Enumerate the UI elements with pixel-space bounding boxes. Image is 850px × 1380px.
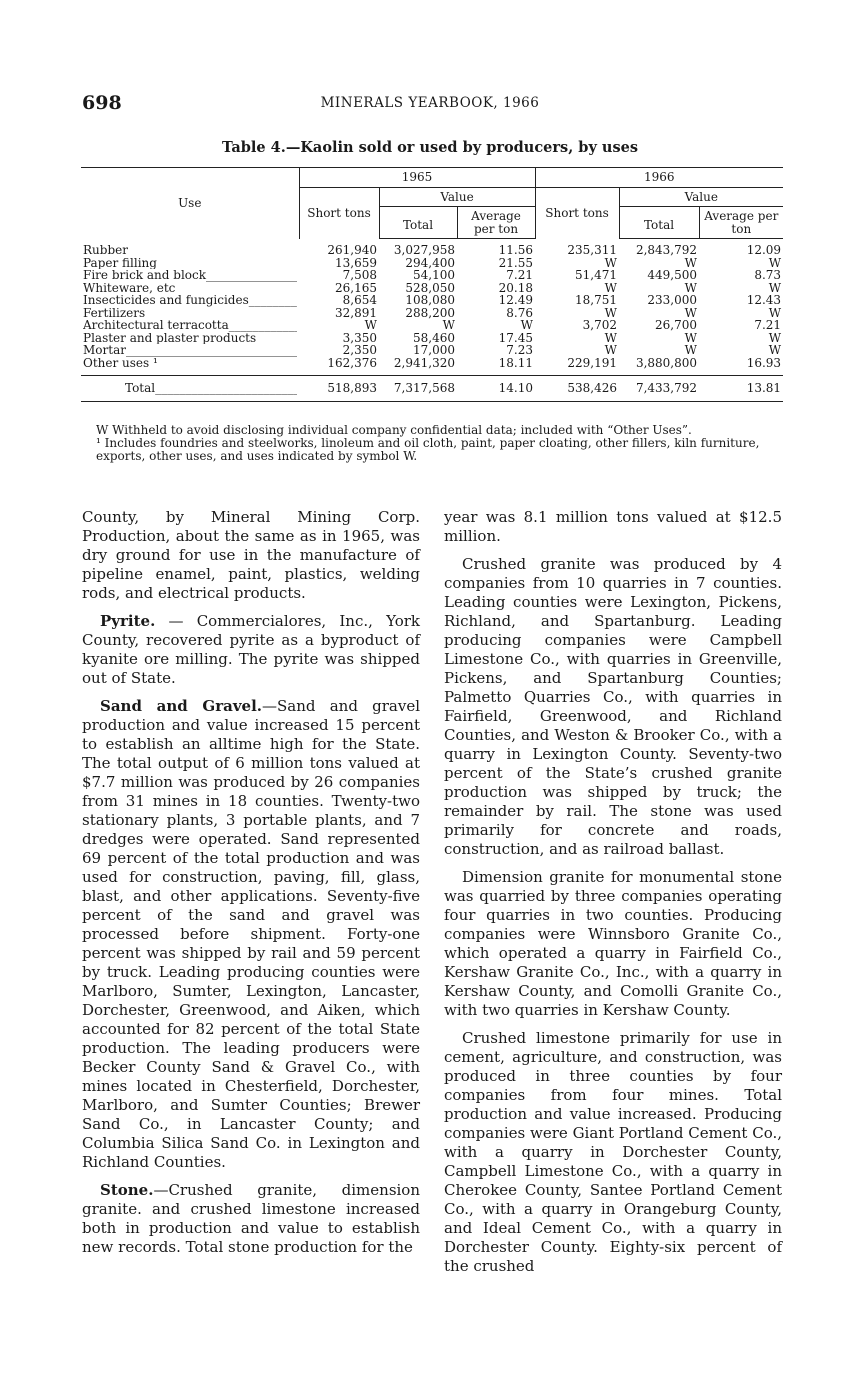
paragraph-stone [82,1181,420,1257]
cell-short-tons-1966: 229,191 [567,356,618,370]
total-value-1965: 7,317,568 [379,376,457,402]
cell-total-1965: 528,050 [405,281,455,294]
paragraph: year was 8.1 million tons valued at $12.5 million. [444,508,782,545]
page-number: 698 [82,92,122,114]
cell-avg-1966: W [768,331,782,344]
cell-total-1966: 233,000 [647,294,698,307]
running-head: MINERALS YEARBOOK, 1966 [320,95,540,111]
paragraph-pyrite [82,612,420,688]
paragraph-text: —Crushed granite, dimension granite. and crushed limestone increased both in production and value to establish new records. Total stone production for the [82,1181,420,1256]
cell-avg-1965: 11.56 [498,243,534,257]
cell-total-1966: W [684,281,698,294]
paragraph: Crushed limestone primarily for use in cement, agriculture, and construction, was produced in three counties by four companies from four mines. Total production and value increased. Producing companies were Giant Portland Cement Co., with a quarry in Dorchester County, Campbell Limestone Co., with a quarry in Cherokee County, Santee Portland Cement Co., with a quarry in Orangeburg County, and Ideal Cement Co., with a quarry in Dorchester County. Eighty-six percent of the crushed [444,1029,782,1275]
cell-total-1965: 288,200 [405,306,455,319]
cell-short-tons-1965: 26,165 [335,281,377,294]
row-use: Other uses ¹ [83,356,158,369]
cell-short-tons-1966: 235,311 [567,242,618,257]
total-value-1966: 7,433,792 [619,376,699,402]
cell-avg-1965: W [520,319,534,332]
row-use: Rubber [83,243,128,257]
table-row [81,239,783,257]
paragraph: Dimension granite for monumental stone was quarried by three companies operating four quarries in two counties. Producing companies were Winnsboro Granite Co., which operated a quarry in Fairfield Co., Kershaw Granite Co., Inc., with a quarry in Kershaw County, and Comolli Granite Co., with two quarries in Kershaw County. [444,868,782,1019]
cell-short-tons-1966: W [604,306,618,319]
header-short-tons-1965: Short tons [299,187,379,239]
cell-avg-1966: W [768,306,782,319]
cell-total-1965: 294,400 [405,256,455,269]
cell-avg-1965: 17.45 [498,331,534,344]
header-avg-1966: Average per ton [699,207,783,239]
cell-short-tons-1965: 261,940 [327,242,377,257]
cell-short-tons-1966: 51,471 [575,269,618,282]
cell-avg-1965: 12.49 [498,294,534,307]
cell-short-tons-1965: W [364,319,377,332]
header-short-tons-1966: Short tons [535,187,619,239]
cell-avg-1966: 12.09 [746,243,782,257]
total-label: Total [125,382,156,395]
cell-avg-1965: 21.55 [498,256,534,269]
total-avg-1966: 13.81 [699,376,783,402]
footnote-w: W Withheld to avoid disclosing individual company confidential data; included with “Other Uses”. [96,423,692,437]
row-use: Insecticides and fungicides [83,294,249,307]
row-use: Architectural terracotta [83,319,229,332]
header-avg-1965: Average per ton [457,207,535,239]
cell-short-tons-1966: 3,702 [582,319,618,332]
table-row [81,282,783,295]
cell-avg-1965: 20.18 [498,281,534,294]
row-use: Fertilizers [83,306,146,319]
cell-total-1965: 17,000 [413,344,455,357]
table-row [81,332,783,345]
table-row [81,344,783,357]
cell-total-1966: W [684,256,698,269]
section-heading-sand-gravel: Sand and Gravel. [100,697,263,715]
header-value-1965: Value [379,187,535,207]
table-row [81,269,783,282]
paragraph: Crushed granite was produced by 4 companies from 10 quarries in 7 counties. Leading counties were Lexington, Pickens, Richland, and Spartanburg. Leading producing companies were Campbell Limestone Co., with quarries in Greenville, Pickens, and Spartanburg Counties; Palmetto Quarries Co., with quarries in Fairfield, Greenwood, and Richland Counties, and Weston & Brooker Co., with a quarry in Lexington County. Seventy-two percent of the State’s crushed granite production was shipped by truck; the remainder by rail. The stone was used primarily for concrete and roads, construction, and as railroad ballast. [444,555,782,858]
cell-avg-1966: W [768,344,782,357]
header-total-1965: Total [379,207,457,239]
cell-avg-1965: 7.23 [506,344,534,357]
cell-short-tons-1965: 8,654 [342,294,377,307]
header-value-1966: Value [619,187,783,207]
cell-total-1965: 2,941,320 [393,356,455,370]
text-column-left [82,508,420,1266]
cell-total-1965: 3,027,958 [393,243,455,257]
cell-short-tons-1965: 13,659 [335,256,377,269]
cell-short-tons-1965: 32,891 [335,306,377,319]
table-row [81,319,783,332]
cell-short-tons-1966: W [604,331,618,344]
kaolin-table-container [81,167,783,402]
table-row [81,357,783,376]
table-body [81,239,783,376]
cell-short-tons-1966: W [604,344,618,357]
header-use: Use [81,168,299,239]
paragraph: County, by Mineral Mining Corp. Production, about the same as in 1965, was dry ground for use in the manufacture of pipeline enamel, paint, plastics, welding rods, and electrical products. [82,508,420,602]
row-use: Fire brick and block [83,269,206,282]
total-short-tons-1966: 538,426 [535,376,619,402]
row-use: Mortar [83,344,126,357]
header-year-1965: 1965 [299,168,535,188]
paragraph-sand-gravel [82,697,420,1172]
cell-short-tons-1965: 7,508 [342,269,377,282]
table-total-row [81,376,783,402]
cell-total-1966: 26,700 [655,319,698,332]
text-column-right [444,508,782,1285]
kaolin-uses-table [81,167,783,402]
section-heading-pyrite: Pyrite. [100,612,156,630]
cell-total-1966: W [684,331,698,344]
cell-short-tons-1965: 162,376 [327,356,377,370]
row-use: Paper filling [83,256,157,269]
cell-avg-1966: 8.73 [754,269,782,282]
total-avg-1965: 14.10 [457,376,535,402]
table-title: Table 4.—Kaolin sold or used by producers, by uses [221,139,639,156]
cell-total-1966: 449,500 [647,269,698,282]
cell-total-1965: 54,100 [413,269,455,282]
total-short-tons-1965: 518,893 [299,376,379,402]
cell-total-1965: 108,080 [405,294,455,307]
cell-total-1966: W [684,344,698,357]
table-row [81,307,783,320]
table-row [81,257,783,270]
section-heading-stone: Stone. [100,1181,154,1199]
cell-short-tons-1965: 3,350 [342,331,377,344]
paragraph-text: —Sand and gravel production and value increased 15 percent to establish an alltime high for the State. The total output of 6 million tons valued at $7.7 million was produced by 26 companies from 31 mines in 18 counties. Twenty-two stationary plants, 3 portable plants, and 7 dredges were operated. Sand represented 69 percent of the total production and was used for construction, paving, fill, glass, blast, and other applications. Seventy-five percent of the sand and gravel was processed before shipment. Forty-one percent was shipped by rail and 59 percent by truck. Leading producing counties were Marlboro, Sumter, Lexington, Lancaster, Dorchester, Greenwood, and Aiken, which accounted for 82 percent of the total State production. The leading producers were Becker County Sand & Gravel Co., with mines located in Chesterfield, Dorchester, Marlboro, and Sumter Counties; Brewer Sand Co., in Lancaster County; and Columbia Silica Sand Co. in Lexington and Richland Counties. [82,697,420,1171]
cell-avg-1965: 8.76 [506,306,534,319]
cell-total-1965: W [442,319,455,332]
header-total-1966: Total [619,207,699,239]
cell-short-tons-1966: W [604,281,618,294]
cell-avg-1966: W [768,256,782,269]
cell-avg-1965: 18.11 [498,356,534,370]
cell-avg-1966: 16.93 [746,356,782,370]
header-year-1966: 1966 [535,168,783,188]
table-row [81,294,783,307]
cell-avg-1965: 7.21 [506,269,534,282]
footnote-1: ¹ Includes foundries and steelworks, linoleum and oil cloth, paint, paper cloating, other fillers, kiln furniture, exports, other uses, and uses indicated by symbol W. [96,436,760,463]
cell-short-tons-1966: 18,751 [575,294,618,307]
cell-total-1965: 58,460 [413,331,455,344]
row-use: Whiteware, etc [83,281,176,294]
paragraph-text: — Commercialores, Inc., York County, recovered pyrite as a byproduct of kyanite ore milling. The pyrite was shipped out of State. [82,612,420,687]
cell-short-tons-1965: 2,350 [342,344,377,357]
cell-avg-1966: W [768,281,782,294]
cell-total-1966: W [684,306,698,319]
table-footnotes [96,424,796,463]
row-use: Plaster and plaster products [83,331,257,344]
cell-short-tons-1966: W [604,256,618,269]
cell-total-1966: 3,880,800 [635,356,698,370]
cell-total-1966: 2,843,792 [635,243,698,257]
cell-avg-1966: 7.21 [754,319,782,332]
cell-avg-1966: 12.43 [746,294,782,307]
